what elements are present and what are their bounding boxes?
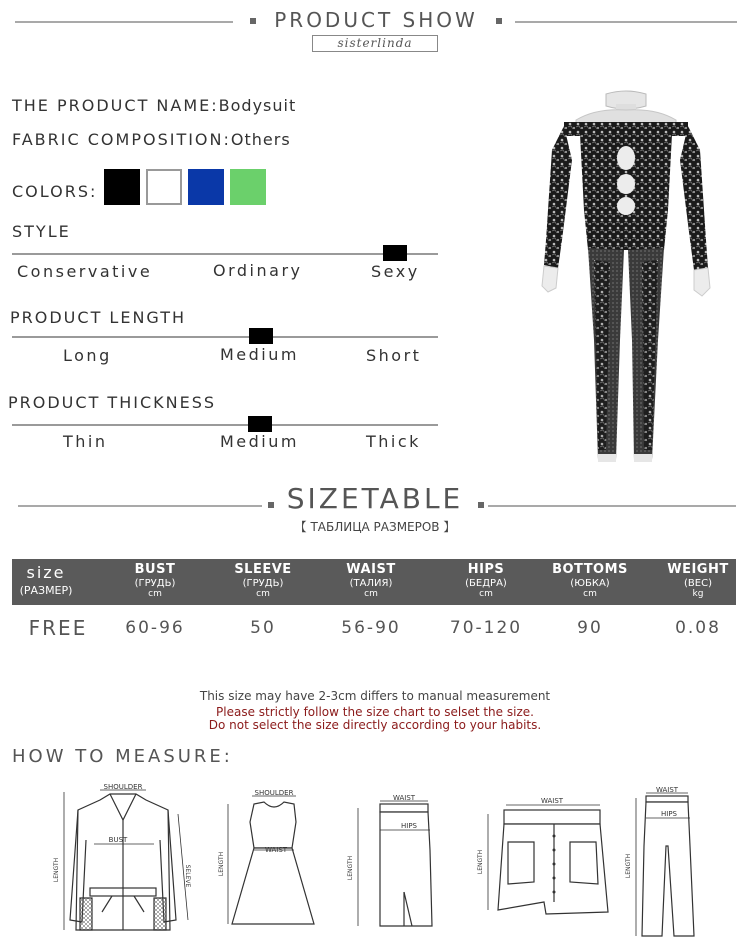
cell-size: FREE [28,616,88,640]
length-label-medium: Medium [220,345,299,364]
fabric-label: FABRIC COMPOSITION: [12,130,231,149]
dress-shoulder-label: SHOULDER [254,789,294,797]
skirt-measure-diagram [342,792,442,938]
header-rule-right [515,21,737,23]
jacket-shoulder-label: SHOULDER [103,783,143,791]
cell-waist: 56-90 [341,618,401,638]
header-dot-right [496,18,502,24]
cell-weight: 0.08 [675,618,721,638]
color-swatch-blue[interactable] [188,169,224,205]
col-header-hips: HIPS (БЕДРА) cm [465,562,507,599]
skirt-hips-label: HIPS [401,822,417,830]
header-rule-left [15,21,233,23]
cell-bottoms: 90 [577,618,603,638]
length-label-long: Long [63,346,112,365]
style-label-ordinary: Ordinary [213,261,303,280]
color-swatch-white[interactable] [146,169,182,205]
sizetable-dot-right [478,502,484,508]
sizetable-rule-right [488,505,736,507]
product-name-row [12,96,296,115]
col-header-bottoms: BOTTOMS (ЮБКА) cm [552,562,628,599]
col-header-size: size (РАЗМЕР) [19,563,73,597]
thickness-scale-marker [248,416,272,432]
style-scale-title: STYLE [12,222,71,241]
colors-label: COLORS: [12,182,98,201]
left-sleeve [544,126,572,268]
color-swatch-green[interactable] [230,169,266,205]
length-scale-line [12,336,438,338]
skirt-waist-label: WAIST [392,794,416,802]
length-scale-title: PRODUCT LENGTH [10,308,187,327]
dress-waist-label: WAIST [264,846,288,854]
brand-logo: sisterlinda [312,35,438,52]
shorts-length-label: LENGTH [477,849,484,875]
cell-sleeve: 50 [250,618,276,638]
pants-measure-diagram [622,786,702,942]
product-show-title: PRODUCT SHOW [274,8,478,32]
col-header-sleeve: SLEEVE (ГРУДЬ) cm [234,562,292,599]
style-label-sexy: Sexy [371,262,420,281]
length-label-short: Short [366,346,422,365]
how-to-measure-title: HOW TO MEASURE: [12,746,233,767]
dress-measure-diagram [218,788,328,938]
product-name-value: Bodysuit [218,96,297,115]
pants-hips-label: HIPS [661,810,677,818]
product-name-label: THE PRODUCT NAME: [12,96,219,115]
fabric-row [12,130,291,149]
style-label-conservative: Conservative [17,262,153,281]
jacket-measure-diagram [50,780,195,940]
thickness-label-thin: Thin [63,432,108,451]
jacket-sleeve-label: SELEVE [184,864,191,888]
note-manual-measurement: This size may have 2-3cm differs to manual measurement [199,689,551,703]
cell-bust: 60-96 [125,618,185,638]
thickness-scale-title: PRODUCT THICKNESS [8,393,216,412]
col-header-waist: WAIST (ТАЛИЯ) cm [346,562,396,599]
style-scale-marker [383,245,407,261]
size-table-header [12,559,736,605]
dress-length-label: LENGTH [218,851,225,877]
color-swatch-black[interactable] [104,169,140,205]
thickness-scale-line [12,424,438,426]
shorts-measure-diagram [474,792,614,922]
sizetable-subtitle: 【 ТАБЛИЦА РАЗМЕРОВ 】 [294,520,456,534]
length-scale-marker [249,328,273,344]
cell-hips: 70-120 [449,618,523,638]
style-scale-line [12,253,438,255]
right-sleeve [680,126,708,270]
jacket-length-label: LENGTH [53,857,60,883]
pants-length-label: LENGTH [625,853,632,879]
fabric-value: Others [230,130,291,149]
skirt-length-label: LENGTH [347,855,354,881]
sizetable-rule-left [18,505,262,507]
note-not-by-habit: Do not select the size directly according to your habits. [208,718,542,732]
jacket-bust-label: BUST [108,836,128,844]
product-photo [536,90,716,470]
thickness-label-thick: Thick [366,432,421,451]
note-follow-chart: Please strictly follow the size chart to selset the size. [216,705,534,719]
thickness-label-medium: Medium [220,432,299,451]
pants-waist-label: WAIST [655,786,679,794]
shorts-waist-label: WAIST [540,797,564,805]
sizetable-title: SIZETABLE [286,482,464,515]
col-header-weight: WEIGHT (ВЕС) kg [667,562,729,599]
col-header-bust: BUST (ГРУДЬ) cm [134,562,176,599]
